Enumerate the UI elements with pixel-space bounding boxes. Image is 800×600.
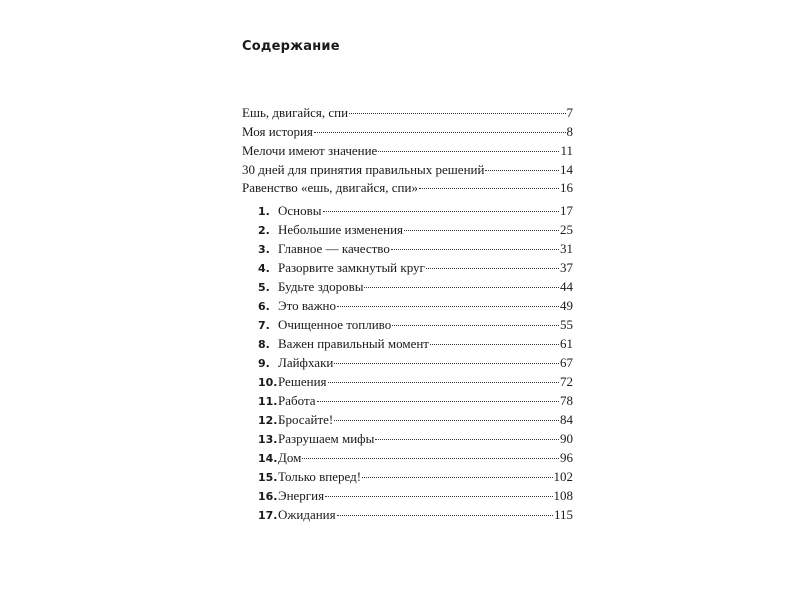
dot-leader xyxy=(419,187,559,189)
chapter-number: 7. xyxy=(258,319,270,332)
dot-leader xyxy=(404,229,559,231)
toc-chapter-entry xyxy=(258,316,573,334)
chapter-page: 96 xyxy=(560,450,573,465)
chapter-page: 25 xyxy=(560,222,573,237)
chapter-number: 12. xyxy=(258,414,278,427)
toc-entry xyxy=(242,179,573,197)
dot-leader xyxy=(325,495,552,497)
chapter-title: Лайфхаки xyxy=(278,355,334,370)
chapter-page: 102 xyxy=(553,469,573,484)
chapter-number: 16. xyxy=(258,490,278,503)
chapter-title: Главное — качество xyxy=(278,241,390,256)
chapter-number: 1. xyxy=(258,205,270,218)
chapter-title: Это важно xyxy=(278,298,337,313)
chapter-title: Важен правильный момент xyxy=(278,336,429,351)
toc-entry-page: 8 xyxy=(566,124,573,139)
dot-leader xyxy=(430,343,559,345)
toc-entry-page: 11 xyxy=(560,143,573,158)
chapter-page: 78 xyxy=(560,393,573,408)
toc-entry xyxy=(242,104,573,122)
toc-entry-title: Ешь, двигайся, спи xyxy=(242,105,349,120)
toc-chapter-entry xyxy=(258,354,573,372)
toc-chapter-entry xyxy=(258,335,573,353)
chapter-title: Дом xyxy=(278,450,302,465)
chapter-page: 90 xyxy=(560,431,573,446)
toc-chapter-entry xyxy=(258,221,573,239)
chapter-page: 61 xyxy=(560,336,573,351)
dot-leader xyxy=(362,476,552,478)
toc-entry-title: Моя история xyxy=(242,124,313,139)
chapter-page: 31 xyxy=(560,241,573,256)
chapter-title: Только вперед! xyxy=(278,469,362,484)
dot-leader xyxy=(375,438,559,440)
chapter-number: 6. xyxy=(258,300,270,313)
dot-leader xyxy=(302,457,559,459)
chapter-page: 17 xyxy=(560,203,573,218)
dot-leader xyxy=(314,131,566,133)
dot-leader xyxy=(323,210,560,212)
dot-leader xyxy=(337,305,559,307)
chapter-title: Разрушаем мифы xyxy=(278,431,375,446)
chapter-title: Работа xyxy=(278,393,316,408)
toc-chapter-entry xyxy=(258,240,573,258)
dot-leader xyxy=(334,419,559,421)
chapter-title: Решения xyxy=(278,374,327,389)
dot-leader xyxy=(392,324,559,326)
dot-leader xyxy=(349,112,565,114)
chapter-number: 11. xyxy=(258,395,278,408)
chapter-title: Ожидания xyxy=(278,507,336,522)
toc-entry-page: 7 xyxy=(566,105,573,120)
toc-entry-title: 30 дней для принятия правильных решений xyxy=(242,162,485,177)
chapter-page: 55 xyxy=(560,317,573,332)
chapter-page: 37 xyxy=(560,260,573,275)
toc-entry xyxy=(242,161,573,179)
chapter-number: 3. xyxy=(258,243,270,256)
chapter-page: 108 xyxy=(553,488,573,503)
toc-chapter-entry xyxy=(258,468,573,486)
chapter-page: 67 xyxy=(560,355,573,370)
chapter-number: 13. xyxy=(258,433,278,446)
chapter-number: 5. xyxy=(258,281,270,294)
chapter-number: 2. xyxy=(258,224,270,237)
toc-chapter-entry xyxy=(258,506,573,524)
toc-entry xyxy=(242,123,573,141)
chapter-title: Основы xyxy=(278,203,322,218)
chapter-number: 14. xyxy=(258,452,278,465)
toc-chapter-entry xyxy=(258,259,573,277)
chapter-number: 9. xyxy=(258,357,270,370)
toc-chapter-entry xyxy=(258,430,573,448)
chapter-title: Очищенное топливо xyxy=(278,317,392,332)
dot-leader xyxy=(328,381,559,383)
toc-entry-title: Равенство «ешь, двигайся, спи» xyxy=(242,180,418,195)
chapter-number: 10. xyxy=(258,376,278,389)
chapter-number: 4. xyxy=(258,262,270,275)
toc-entry xyxy=(242,142,573,160)
dot-leader xyxy=(317,400,559,402)
toc-chapter-entry xyxy=(258,278,573,296)
toc-chapter-entry xyxy=(258,297,573,315)
chapter-page: 49 xyxy=(560,298,573,313)
page-title: Содержание xyxy=(242,39,340,54)
dot-leader xyxy=(334,362,559,364)
dot-leader xyxy=(426,267,559,269)
toc-chapter-entry xyxy=(258,487,573,505)
toc-chapter-entry xyxy=(258,449,573,467)
toc-chapter-entry xyxy=(258,202,573,220)
dot-leader xyxy=(391,248,559,250)
chapter-number: 17. xyxy=(258,509,278,522)
dot-leader xyxy=(364,286,559,288)
toc-entry-title: Мелочи имеют значение xyxy=(242,143,378,158)
toc-chapter-entry xyxy=(258,411,573,429)
chapter-page: 72 xyxy=(560,374,573,389)
chapter-title: Будьте здоровы xyxy=(278,279,364,294)
chapter-page: 84 xyxy=(560,412,573,427)
chapter-title: Разорвите замкнутый круг xyxy=(278,260,425,275)
chapter-title: Небольшие изменения xyxy=(278,222,404,237)
chapter-page: 115 xyxy=(553,507,573,522)
toc-entry-page: 14 xyxy=(560,162,573,177)
dot-leader xyxy=(485,169,559,171)
toc-chapter-entry xyxy=(258,392,573,410)
dot-leader xyxy=(337,514,553,516)
chapter-number: 15. xyxy=(258,471,278,484)
chapter-number: 8. xyxy=(258,338,270,351)
toc-entry-page: 16 xyxy=(560,180,573,195)
dot-leader xyxy=(378,150,559,152)
chapter-title: Энергия xyxy=(278,488,325,503)
chapter-page: 44 xyxy=(560,279,573,294)
chapter-title: Бросайте! xyxy=(278,412,334,427)
toc-chapter-entry xyxy=(258,373,573,391)
